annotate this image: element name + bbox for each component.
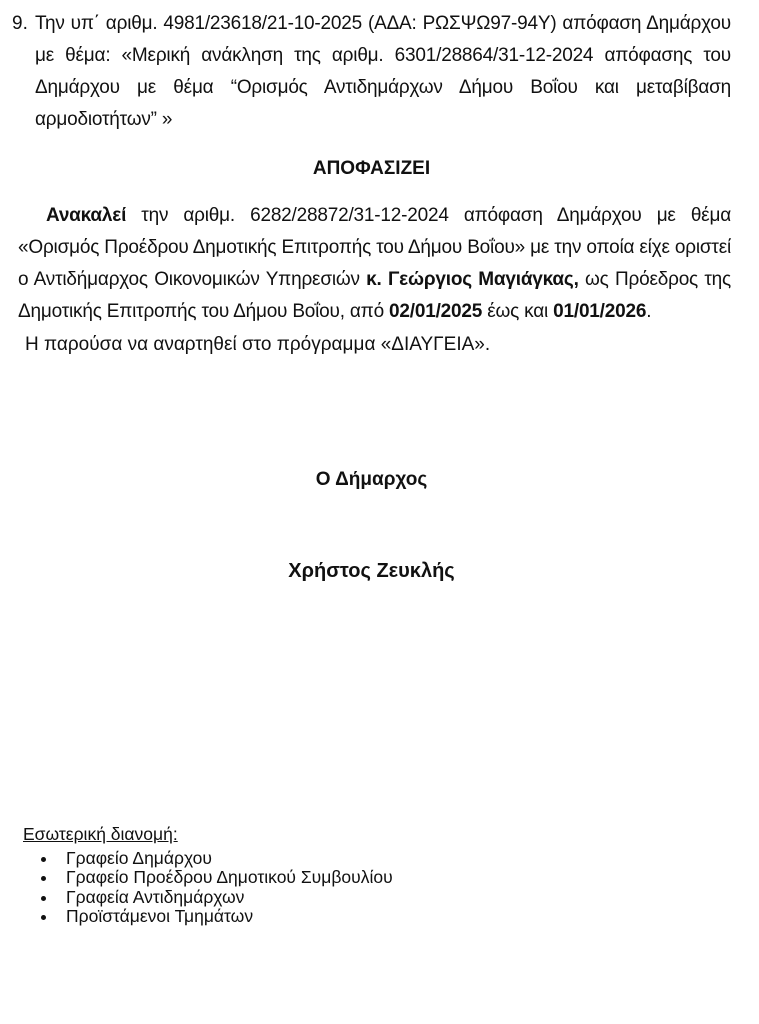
- bold-text-run: Ανακαλεί: [46, 205, 127, 226]
- bold-text-run: κ. Γεώργιος Μαγιάγκας,: [366, 269, 579, 290]
- item-9-text: [35, 8, 731, 136]
- revoke-paragraph: [18, 200, 731, 328]
- distribution-item: • Γραφείο Προέδρου Δημοτικού Συμβουλίου: [58, 868, 731, 888]
- distribution-heading: Εσωτερική διανομή:: [23, 824, 178, 844]
- bold-text-run: 01/01/2026: [553, 301, 647, 322]
- signature-title: Ο Δήμαρχος: [315, 469, 428, 490]
- numbered-list-item-9: [12, 8, 731, 136]
- item-number: 9.: [12, 13, 28, 34]
- text-run: έως και: [482, 301, 554, 322]
- signature-name: Χρήστος Ζευκλής: [288, 560, 455, 582]
- diavgeia-note: Η παρούσα να αναρτηθεί στο πρόγραμμα «ΔΙΑΥΓΕΙΑ».: [25, 334, 491, 355]
- distribution-item: • Προϊστάμενοι Τμημάτων: [58, 907, 731, 927]
- text-run: Την υπ΄ αριθμ. 4981/23618/21-10-2025 (ΑΔΑ: ΡΩΣΨΩ97-94Υ) απόφαση Δημάρχου με θέμα: «Μερική ανάκληση της αριθμ. 6301/28864/31-12-2024 απόφασης του Δημάρχου με θέμα “Ορισμός Αντιδημάρχων Δήμου Βοΐου και μεταβίβαση αρμοδιοτήτων” »: [35, 13, 731, 130]
- distribution-item: • Γραφεία Αντιδημάρχων: [58, 888, 731, 908]
- distribution-item: • Γραφείο Δημάρχου: [58, 849, 731, 869]
- text-run: .: [646, 301, 652, 322]
- distribution-list: [23, 849, 731, 927]
- text-run: ως Πρόεδρος της Δημοτικής Επιτροπής του Δήμου Βοΐου, από: [18, 269, 731, 322]
- internal-distribution-section: [23, 825, 731, 927]
- text-run: την αριθμ. 6282/28872/31-12-2024 απόφαση Δημάρχου με θέμα «Ορισμός Προέδρου Δημοτικής Επιτροπής του Δήμου Βοΐου» με την οποία είχε οριστεί ο Αντιδήμαρχος Οικονομικών Υπηρεσιών: [18, 205, 731, 290]
- bold-text-run: 02/01/2025: [389, 301, 483, 322]
- decides-heading: ΑΠΟΦΑΣΙΖΕΙ: [312, 158, 431, 179]
